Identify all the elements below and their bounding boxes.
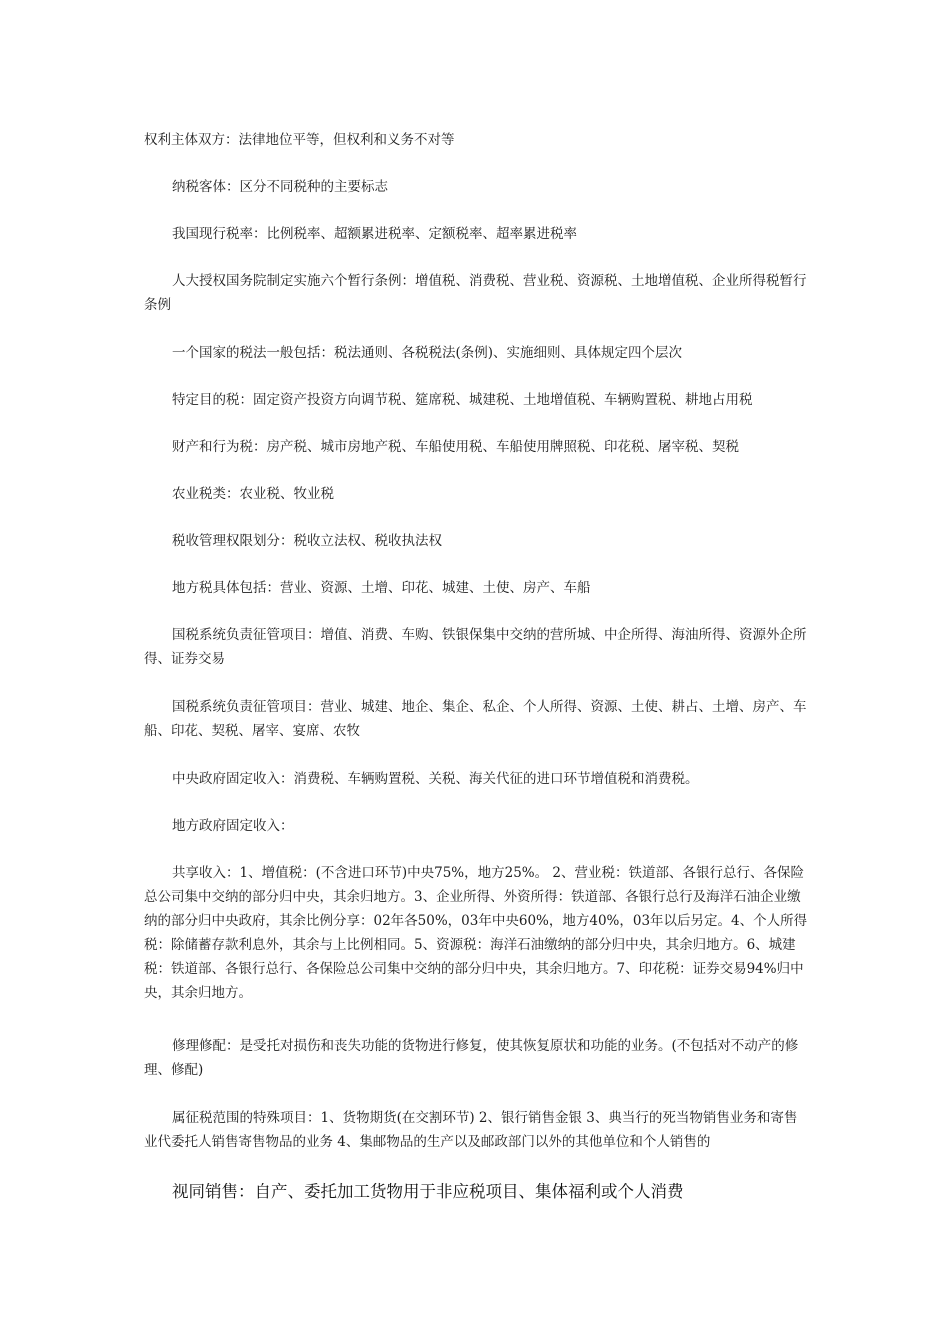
paragraph-provisional-regulations: 人大授权国务院制定实施六个暂行条例：增值税、消费税、营业税、资源税、土地增值税、企业所得税暂行条例 — [144, 273, 807, 313]
paragraph-tax-rates: 我国现行税率：比例税率、超额累进税率、定额税率、超率累进税率 — [172, 226, 577, 242]
paragraph-tax-system-items: 国税系统负责征管项目：营业、城建、地企、集企、私企、个人所得、资源、土使、耕占、土增、房产、车船、印花、契税、屠宰、宴席、农牧 — [144, 699, 807, 739]
paragraph-central-fixed-income: 中央政府固定收入：消费税、车辆购置税、关税、海关代征的进口环节增值税和消费税。 — [172, 771, 699, 787]
paragraph-tax-authority-division: 税收管理权限划分：税收立法权、税收执法权 — [172, 533, 442, 549]
paragraph-tax-law-levels: 一个国家的税法一般包括：税法通则、各税税法(条例)、实施细则、具体规定四个层次 — [172, 345, 683, 361]
paragraph-repair-services: 修理修配：是受托对损伤和丧失功能的货物进行修复，使其恢复原状和功能的业务。(不包括对不动产的修理、修配) — [144, 1038, 799, 1078]
paragraph-agricultural-taxes: 农业税类：农业税、牧业税 — [172, 486, 334, 502]
paragraph-local-taxes: 地方税具体包括：营业、资源、土增、印花、城建、土使、房产、车船 — [172, 580, 591, 596]
paragraph-national-tax-items: 国税系统负责征管项目：增值、消费、车购、铁银保集中交纳的营所城、中企所得、海油所得、资源外企所得、证券交易 — [144, 627, 807, 667]
paragraph-rights-subjects: 权利主体双方：法律地位平等，但权利和义务不对等 — [144, 132, 455, 148]
paragraph-special-purpose-taxes: 特定目的税：固定资产投资方向调节税、筵席税、城建税、土地增值税、车辆购置税、耕地占用税 — [172, 392, 753, 408]
paragraph-special-items: 属征税范围的特殊项目：1、货物期货(在交割环节) 2、银行销售金银 3、典当行的死当物销售业务和寄售业代委托人销售寄售物品的业务 4、集邮物品的生产以及邮政部门以外的其他单位和个人销售的 — [144, 1110, 798, 1150]
paragraph-shared-income: 共享收入：1、增值税：(不含进口环节)中央75%，地方25%。 2、营业税：铁道部、各银行总行、各保险总公司集中交纳的部分归中央，其余归地方。3、企业所得、外资所得：铁道部、各银行总行及海洋石油企业缴纳的部分归中央政府，其余比例分享：02年各50%，03年中央60%，地方40%，03年以后另定。4、个人所得税：除储蓄存款利息外，其余与上比例相同。5、资源税：海洋石油缴纳的部分归中央，其余归地方。6、城建税：铁道部、各银行总行、各保险总公司集中交纳的部分归中央，其余归地方。7、印花税：证券交易94%归中央，其余归地方。 — [144, 865, 808, 1001]
paragraph-local-fixed-income: 地方政府固定收入： — [172, 818, 294, 834]
paragraph-property-behavior-taxes: 财产和行为税：房产税、城市房地产税、车船使用税、车船使用牌照税、印花税、屠宰税、契税 — [172, 439, 739, 455]
paragraph-deemed-sales: 视同销售：自产、委托加工货物用于非应税项目、集体福利或个人消费 — [172, 1182, 684, 1201]
paragraph-tax-object: 纳税客体：区分不同税种的主要标志 — [172, 179, 388, 195]
